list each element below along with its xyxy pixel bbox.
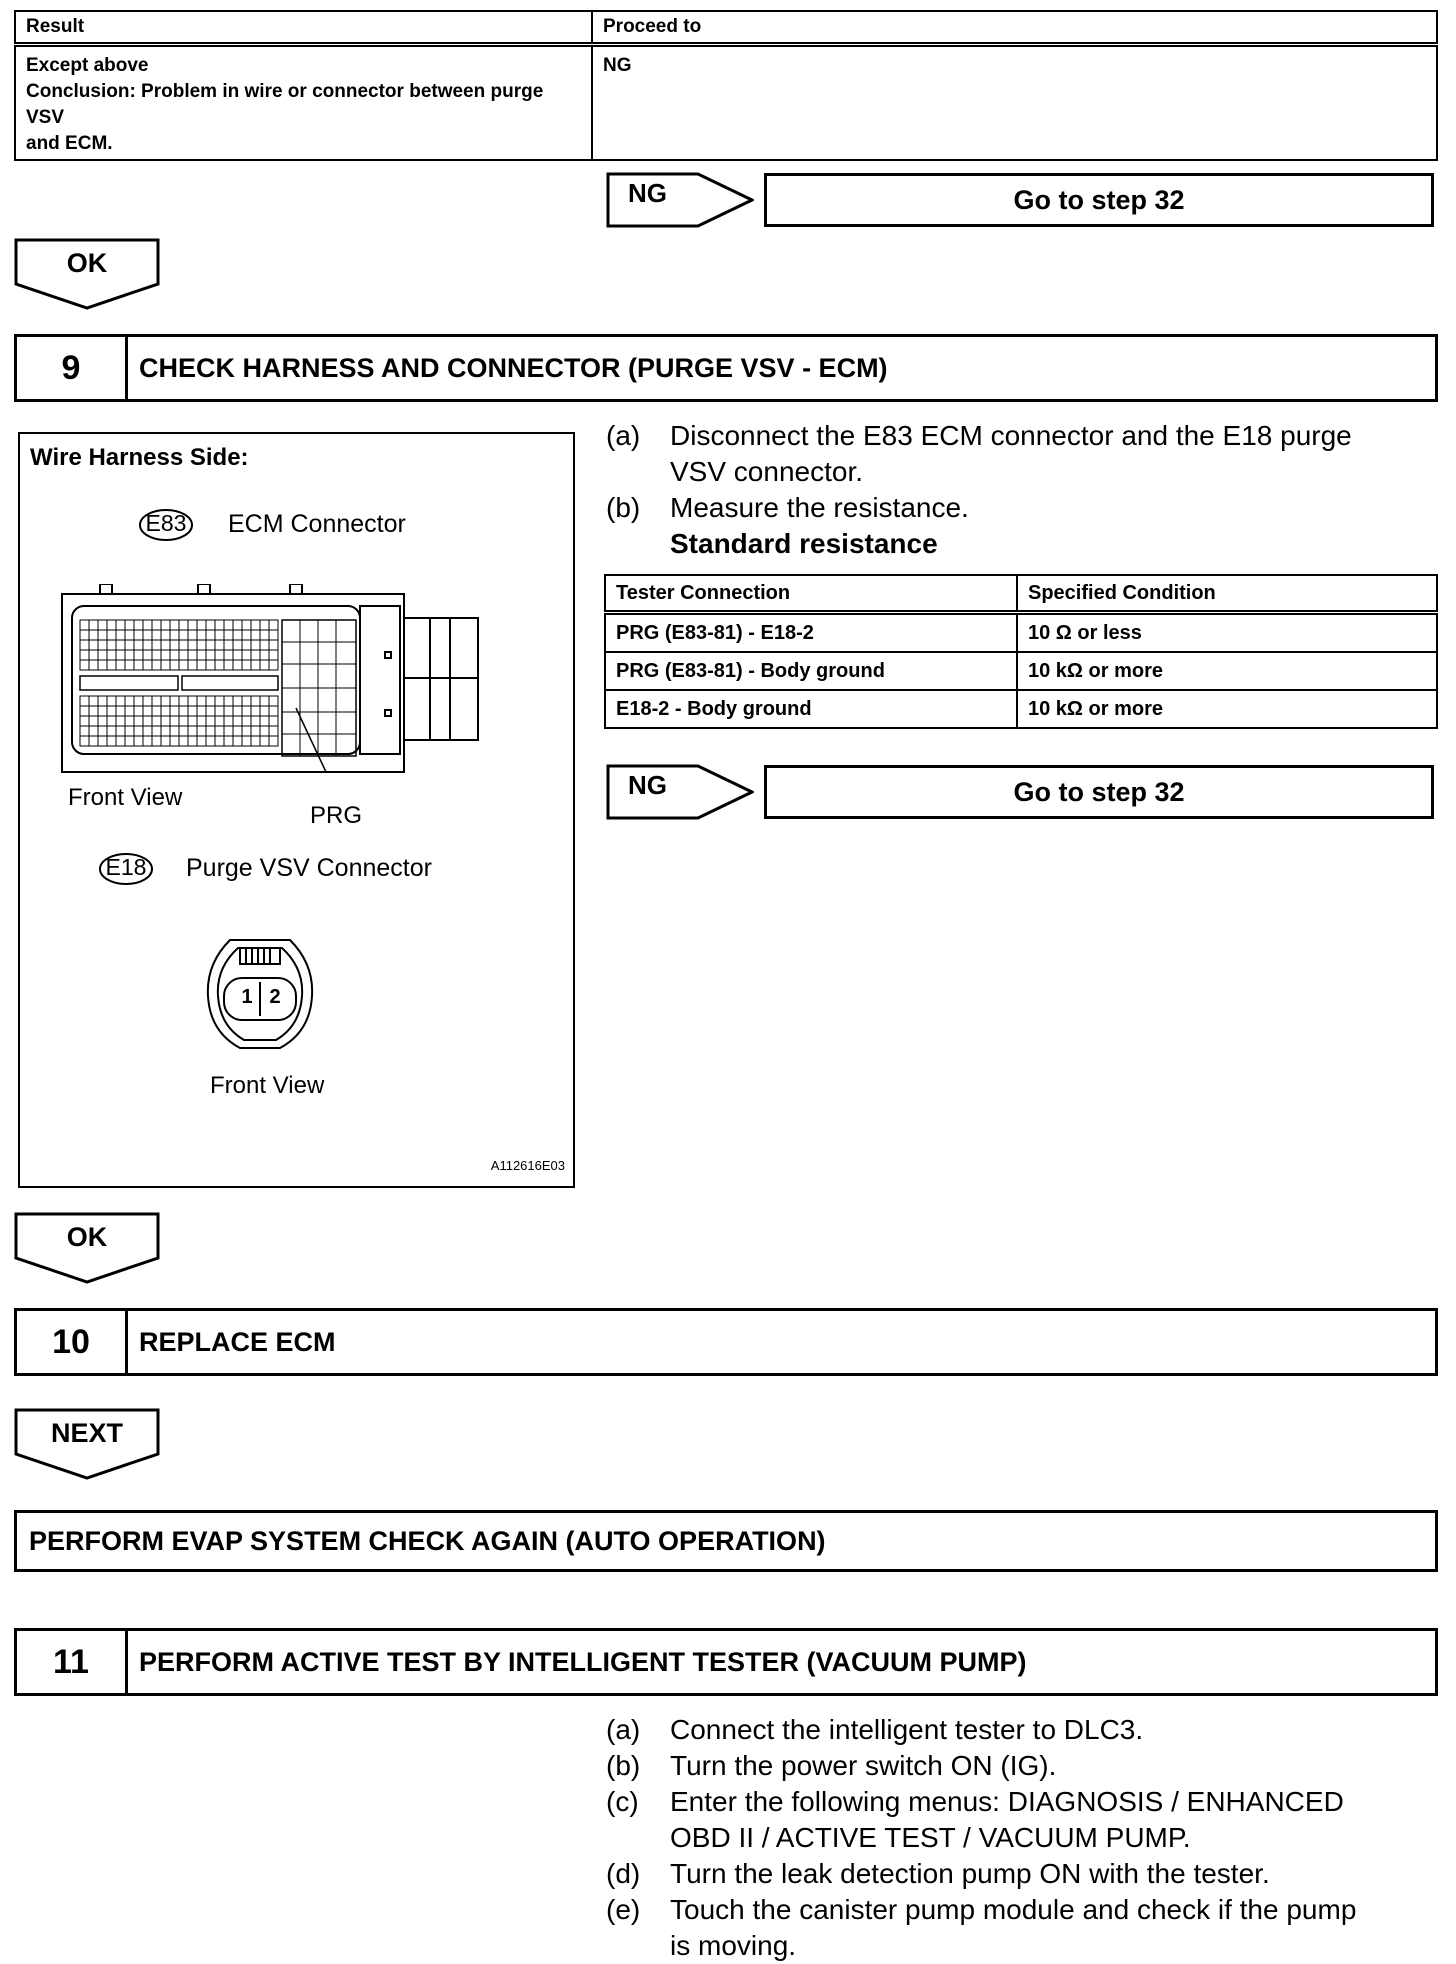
table-header: Specified Condition xyxy=(1017,575,1437,613)
pin-1: 1 xyxy=(241,986,253,1008)
ng-label: NG xyxy=(628,178,667,208)
table-row xyxy=(605,652,1437,690)
prg-label: PRG xyxy=(310,802,363,829)
instruction-line: Connect the intelligent tester to DLC3. xyxy=(670,1714,1144,1745)
step-9-instructions xyxy=(606,418,1436,562)
standard-resistance-heading xyxy=(606,526,1436,562)
instruction-line: Measure the resistance. xyxy=(670,492,969,523)
instruction-line: Enter the following menus: DIAGNOSIS / ENHANCED xyxy=(670,1786,1344,1817)
table-cell: 10 kΩ or more xyxy=(1017,652,1437,690)
table-row xyxy=(605,613,1437,653)
pin-2: 2 xyxy=(269,986,281,1008)
ecm-code: E83 xyxy=(145,510,187,536)
ok-label: OK xyxy=(66,1222,108,1252)
ng-arrow xyxy=(606,172,754,228)
proceed-cell: NG xyxy=(592,45,1437,161)
table-cell: E18-2 - Body ground xyxy=(605,690,1017,728)
instruction-line: Turn the leak detection pump ON with the tester. xyxy=(670,1858,1270,1889)
vsv-code: E18 xyxy=(105,854,147,880)
ng-label: NG xyxy=(628,770,667,800)
step-number: 9 xyxy=(17,337,128,399)
instruction-key: (a) xyxy=(606,1714,641,1745)
instruction-key: (e) xyxy=(606,1894,641,1925)
result-line: Except above xyxy=(26,55,149,76)
instruction-item xyxy=(606,490,1436,526)
ecm-connector-drawing xyxy=(60,584,560,774)
ecm-connector-label: ECM Connector xyxy=(228,510,406,538)
table-cell: PRG (E83-81) - E18-2 xyxy=(605,613,1017,653)
connector-figure xyxy=(18,432,575,1188)
step-9-header xyxy=(14,334,1438,402)
evap-check-banner: PERFORM EVAP SYSTEM CHECK AGAIN (AUTO OPERATION) xyxy=(14,1510,1438,1572)
front-view-label-vsv: Front View xyxy=(210,1072,325,1099)
table-row xyxy=(605,690,1437,728)
step-11-header xyxy=(14,1628,1438,1696)
table-cell: 10 Ω or less xyxy=(1017,613,1437,653)
ok-arrow xyxy=(14,1212,160,1284)
result-table xyxy=(14,10,1438,161)
instruction-key: (b) xyxy=(606,1750,641,1781)
step-title: REPLACE ECM xyxy=(139,1327,336,1357)
figure-heading: Wire Harness Side: xyxy=(30,444,249,471)
step-title: PERFORM ACTIVE TEST BY INTELLIGENT TESTER (VACUUM PUMP) xyxy=(139,1647,1027,1677)
instruction-line: VSV connector. xyxy=(670,456,864,487)
step-number: 10 xyxy=(17,1311,128,1373)
instruction-key: (a) xyxy=(606,420,641,451)
instruction-line: Turn the power switch ON (IG). xyxy=(670,1750,1057,1781)
result-line: and ECM. xyxy=(26,133,113,154)
next-label: NEXT xyxy=(50,1418,123,1448)
ng-arrow xyxy=(606,764,754,820)
instruction-key: (c) xyxy=(606,1786,639,1817)
proceed-header: Proceed to xyxy=(592,11,1437,45)
result-header: Result xyxy=(15,11,592,45)
result-cell xyxy=(15,45,592,161)
step-11-instructions xyxy=(606,1712,1436,1964)
figure-id: A112616E03 xyxy=(490,1158,565,1173)
instruction-key: (d) xyxy=(606,1858,641,1889)
table-cell: 10 kΩ or more xyxy=(1017,690,1437,728)
instruction-item xyxy=(606,1856,1436,1892)
next-arrow xyxy=(14,1408,160,1480)
goto-step-32[interactable]: Go to step 32 xyxy=(764,173,1434,227)
instruction-line: Disconnect the E83 ECM connector and the E18 purge xyxy=(670,420,1352,451)
step-title: CHECK HARNESS AND CONNECTOR (PURGE VSV - ECM) xyxy=(139,353,888,383)
goto-step-32[interactable]: Go to step 32 xyxy=(764,765,1434,819)
resistance-table xyxy=(604,574,1438,729)
ok-label: OK xyxy=(66,248,108,278)
result-line: Conclusion: Problem in wire or connector between purge VSV xyxy=(26,81,544,128)
instruction-line: OBD II / ACTIVE TEST / VACUUM PUMP. xyxy=(670,1822,1191,1853)
instruction-key: (b) xyxy=(606,492,641,523)
instruction-item xyxy=(606,1892,1436,1964)
instruction-item xyxy=(606,1748,1436,1784)
front-view-label-ecm: Front View xyxy=(68,784,183,811)
ok-arrow xyxy=(14,238,160,310)
standard-resistance-text: Standard resistance xyxy=(670,528,938,559)
instruction-item xyxy=(606,1712,1436,1748)
table-header: Tester Connection xyxy=(605,575,1017,613)
vsv-connector-drawing xyxy=(200,934,320,1054)
instruction-item xyxy=(606,418,1436,490)
instruction-line: Touch the canister pump module and check if the pump xyxy=(670,1894,1357,1925)
instruction-line: is moving. xyxy=(670,1930,797,1961)
instruction-item xyxy=(606,1784,1436,1856)
table-cell: PRG (E83-81) - Body ground xyxy=(605,652,1017,690)
step-number: 11 xyxy=(17,1631,128,1693)
vsv-connector-label: Purge VSV Connector xyxy=(186,854,432,882)
step-10-header xyxy=(14,1308,1438,1376)
